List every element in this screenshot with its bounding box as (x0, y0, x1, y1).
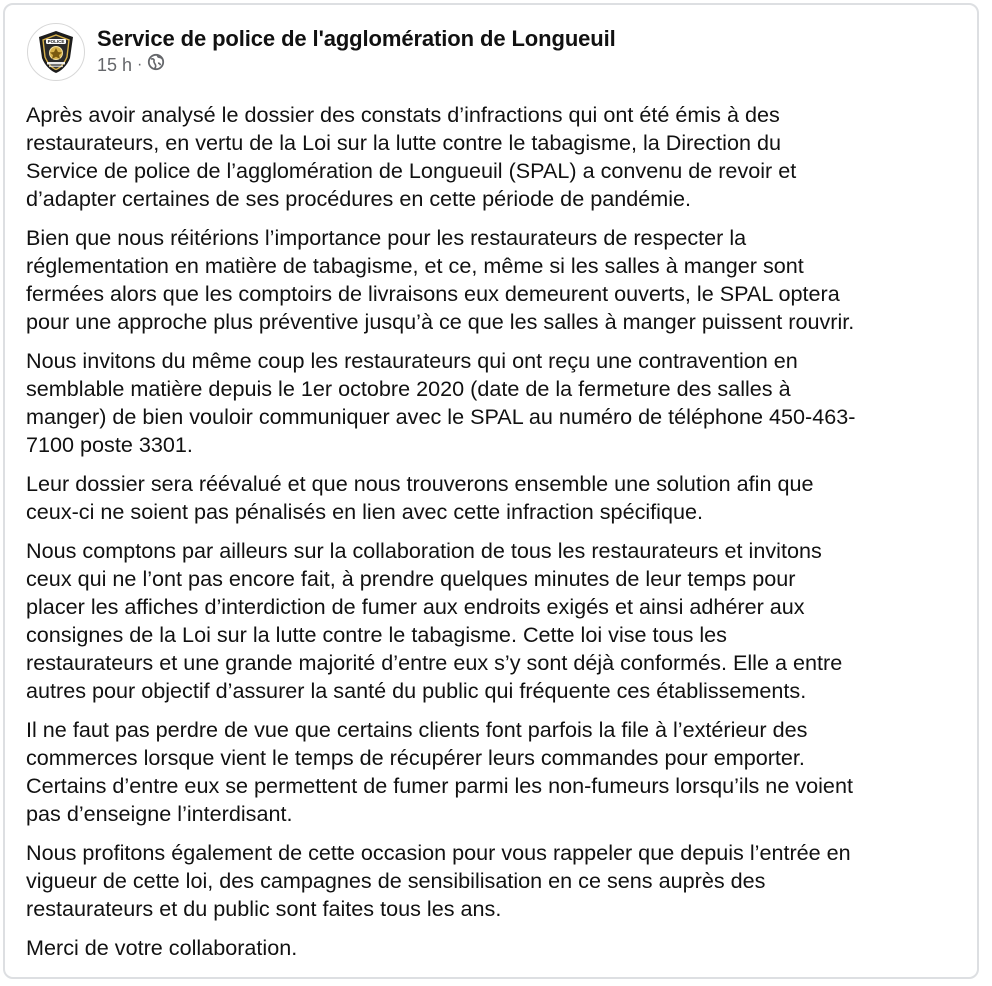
post-paragraph: Leur dossier sera réévalué et que nous trouverons ensemble une solution afin que ceux-ci ne soient pas pénalisés en lien avec cette infraction spécifique. (26, 471, 814, 524)
post-header (27, 23, 616, 85)
post-paragraph: Il ne faut pas perdre de vue que certains clients font parfois la file à l’extérieur des commerces lorsque vient le temps de récupérer leurs commandes pour emporter. Certains d’entre eux se permettent de fumer parmi les non-fumeurs lorsqu’ils ne voient pas d’enseigne l’interdisant. (26, 717, 853, 826)
svg-text:POLICE: POLICE (47, 39, 65, 44)
post-text (26, 101, 971, 973)
post-paragraph: Après avoir analysé le dossier des constats d’infractions qui ont été émis à des restaurateurs, en vertu de la Loi sur la lutte contre le tabagisme, la Direction du Service de police de l’agglomération de Longueuil (SPAL) a convenu de revoir et d’adapter certaines de ses procédures en cette période de pandémie. (26, 102, 797, 211)
post-paragraph: Nous profitons également de cette occasion pour vous rappeler que depuis l’entrée en vigueur de cette loi, des campagnes de sensibilisation en ce sens auprès des restaurateurs et du public sont faites tous les ans. (26, 840, 851, 921)
meta-separator: · (137, 55, 143, 73)
author-block (97, 25, 616, 76)
facebook-post-card (3, 3, 979, 979)
author-name-link[interactable]: Service de police de l'agglomération de Longueuil (97, 26, 616, 51)
police-badge-icon (32, 28, 80, 76)
post-paragraph: Bien que nous réitérions l’importance pour les restaurateurs de respecter la réglementation en matière de tabagisme, et ce, même si les salles à manger sont fermées alors que les comptoirs de livraisons eux demeurent ouverts, le SPAL optera pour une approche plus préventive jusqu’à ce que les salles à manger puissent rouvrir. (26, 225, 855, 334)
police-badge-avatar[interactable] (27, 23, 85, 81)
post-paragraph: Nous comptons par ailleurs sur la collaboration de tous les restaurateurs et invitons ceux qui ne l’ont pas encore fait, à prendre quelques minutes de leur temps pour placer les affiches d’interdiction de fumer aux endroits exigés et ainsi adhérer aux consignes de la Loi sur la lutte contre le tabagisme. Cette loi vise tous les restaurateurs et une grande majorité d’entre eux s’y sont déjà conformés. Elle a entre autres pour objectif d’assurer la santé du public qui fréquente ces établissements. (26, 538, 843, 703)
post-meta (97, 53, 616, 76)
post-timestamp[interactable]: 15 h (97, 54, 133, 75)
post-paragraph: Merci de votre collaboration. (26, 935, 298, 960)
globe-icon[interactable] (147, 53, 165, 76)
post-paragraph: Nous invitons du même coup les restaurateurs qui ont reçu une contravention en semblable matière depuis le 1er octobre 2020 (date de la fermeture des salles à manger) de bien vouloir communiquer avec le SPAL au numéro de téléphone 450-463- 7100 poste 3301. (26, 348, 856, 457)
